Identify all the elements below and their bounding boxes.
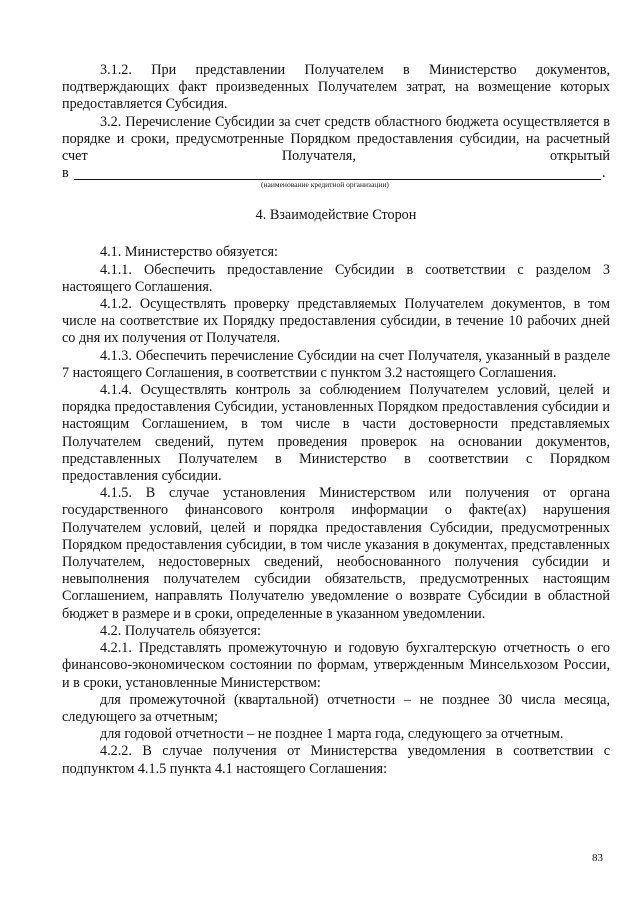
paragraph-annual-reporting: для годовой отчетности – не позднее 1 марта года, следующего за отчетным. bbox=[100, 726, 564, 743]
paragraph-4-2: 4.2. Получатель обязуется: bbox=[100, 622, 261, 639]
paragraph-4-2-1: 4.2.1. Представлять промежуточную и годовую бухгалтерскую отчетность о его финансово-экономическом состоянии по формам, утвержденным Минсельхозом России, и в сроки, установленные Министерством: bbox=[62, 640, 610, 691]
paragraph-4-1: 4.1. Министерство обязуется: bbox=[100, 244, 278, 261]
page-number: 83 bbox=[592, 852, 603, 864]
paragraph-3-1-2: 3.1.2. При представлении Получателем в Министерство документов, подтверждающих факт произведенных Получателем затрат, на возмещение которых предоставляется Субсидия. bbox=[62, 62, 610, 113]
paragraph-4-1-3: 4.1.3. Обеспечить перечисление Субсидии на счет Получателя, указанный в разделе 7 настоящего Соглашения, в соответствии с пунктом 3.2 настоящего Соглашения. bbox=[62, 347, 610, 381]
bank-line-end: . bbox=[602, 165, 606, 182]
paragraph-interim-reporting: для промежуточной (квартальной) отчетности – не позднее 30 числа месяца, следующего за отчетным; bbox=[62, 691, 610, 725]
bank-line-prefix: в bbox=[62, 165, 69, 182]
paragraph-4-2-2: 4.2.2. В случае получения от Министерства уведомления в соответствии с подпунктом 4.1.5 пункта 4.1 настоящего Соглашения: bbox=[62, 743, 610, 777]
paragraph-4-1-1: 4.1.1. Обеспечить предоставление Субсидии в соответствии с разделом 3 настоящего Соглашения. bbox=[62, 261, 610, 295]
document-page bbox=[62, 62, 610, 778]
section-heading: 4. Взаимодействие Сторон bbox=[255, 207, 417, 224]
bank-name-caption: (наименование кредитной организации) bbox=[261, 180, 389, 190]
paragraph-4-1-2: 4.1.2. Осуществлять проверку представляемых Получателем документов, в том числе на соответствие их Порядку предоставления субсидии, в течение 10 рабочих дней со дня их получения от Получателя. bbox=[62, 296, 610, 347]
paragraph-4-1-5: 4.1.5. В случае установления Министерством или получения от органа государственного финансового контроля информации о факте(ах) нарушения Получателем условий, целей и порядка предоставления Субсидии, предусмотренных Порядком предоставления субсидии, в том числе указания в документах, представленных Получателем, недостоверных сведений, необоснованного получения субсидии и невыполнения получателем субсидии обязательств, предусмотренных настоящим Соглашением, направлять Получателю уведомление о возврате Субсидии в областной бюджет в размере и в сроки, определенные в указанном уведомлении. bbox=[62, 485, 610, 622]
paragraph-3-2: 3.2. Перечисление Субсидии за счет средств областного бюджета осуществляется в порядке и сроки, предусмотренные Порядком предоставления субсидии, на расчетный счет Получателя, открытый bbox=[62, 113, 610, 165]
paragraph-4-1-4: 4.1.4. Осуществлять контроль за соблюдением Получателем условий, целей и порядка предоставления Субсидии, установленных Порядком предоставления субсидии и настоящим Соглашением, в том числе в части достоверности представляемых Получателем сведений, путем проведения проверок на основании документов, представленных Получателем в Министерство в соответствии с Порядком предоставления субсидии. bbox=[62, 382, 610, 485]
bank-name-field bbox=[62, 165, 610, 190]
